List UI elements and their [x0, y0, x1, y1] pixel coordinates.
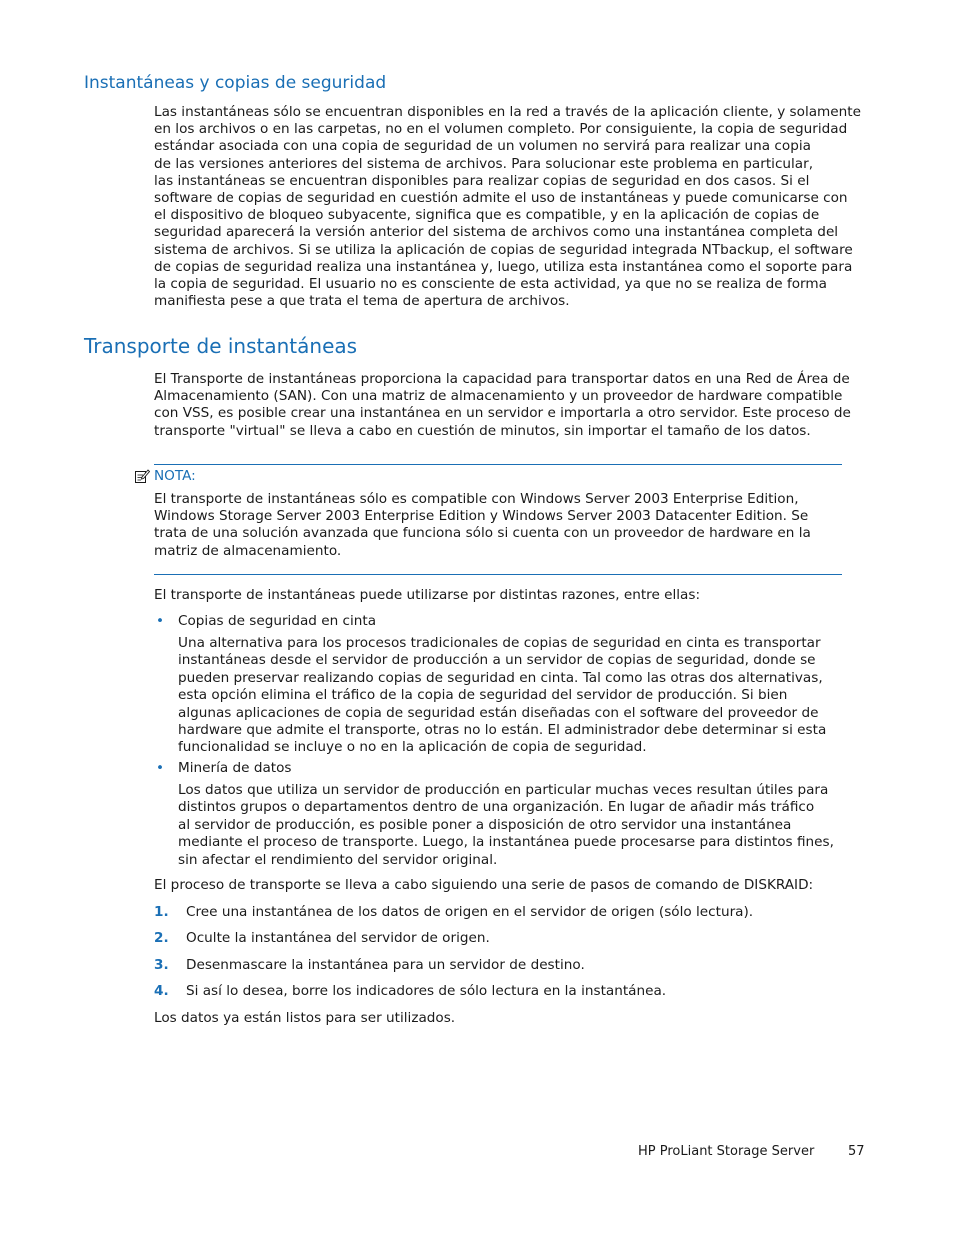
text-line: matriz de almacenamiento.	[154, 542, 342, 559]
text-line: distintos grupos o departamentos dentro de una organización. En lugar de añadir más tráfico	[178, 799, 815, 816]
note-label: NOTA:	[154, 468, 196, 484]
text-line: El Transporte de instantáneas proporciona la capacidad para transportar datos en una Red de Área de	[154, 371, 850, 387]
step-number: 3.	[154, 957, 169, 973]
reasons-intro	[154, 587, 856, 604]
text-line: el dispositivo de bloqueo subyacente, significa que es compatible, y en la aplicación de copias de	[154, 207, 820, 224]
section-paragraph-snapshots-backup	[154, 104, 861, 310]
text-line: mediante el proceso de transporte. Luego, la instantánea puede procesarse para distintos fines,	[178, 834, 834, 851]
text-line: Los datos ya están listos para ser utilizados.	[154, 1010, 456, 1026]
step-number: 4.	[154, 983, 169, 999]
text-line: la copia de seguridad. El usuario no es consciente de esta actividad, ya que no se realiza de forma	[154, 276, 827, 293]
text-line: estándar asociada con una copia de seguridad de un volumen no servirá para realizar una copia	[154, 138, 811, 155]
bullet-title-tape-backup: Copias de seguridad en cinta	[178, 613, 377, 629]
text-line: sin afectar el rendimiento del servidor original.	[178, 851, 498, 868]
step-number: 2.	[154, 930, 169, 946]
text-line: El proceso de transporte se lleva a cabo siguiendo una serie de pasos de comando de DISKRAID:	[154, 877, 814, 893]
closing-paragraph	[154, 1010, 856, 1027]
text-line: Las instantáneas sólo se encuentran disponibles en la red a través de la aplicación cliente, y solamente	[154, 104, 861, 120]
section-heading-snapshot-transport: Transporte de instantáneas	[84, 334, 358, 358]
step-text: Desenmascare la instantánea para un servidor de destino.	[186, 957, 585, 973]
note-top-rule	[154, 464, 842, 465]
text-line: instantáneas desde el servidor de producción a un servidor de copias de seguridad, donde se	[178, 652, 816, 669]
step-number: 1.	[154, 904, 169, 920]
steps-intro	[154, 877, 856, 894]
footer-product-title: HP ProLiant Storage Server	[638, 1144, 815, 1159]
text-line: seguridad aparecerá la versión anterior del sistema de archivos como una instantánea completa del	[154, 224, 839, 241]
note-body	[154, 491, 856, 560]
text-line: El transporte de instantáneas puede utilizarse por distintas razones, entre ellas:	[154, 587, 701, 603]
note-header	[134, 466, 196, 486]
text-line: El transporte de instantáneas sólo es compatible con Windows Server 2003 Enterprise Edition,	[154, 491, 799, 507]
bullet-dot: •	[156, 760, 165, 776]
text-line: funcionalidad se incluye o no en la aplicación de copia de seguridad.	[178, 739, 647, 756]
step-text: Si así lo desea, borre los indicadores de sólo lectura en la instantánea.	[186, 983, 667, 999]
section-intro-paragraph	[154, 371, 856, 440]
bullet-dot: •	[156, 613, 165, 629]
bullet-title-data-mining: Minería de datos	[178, 760, 292, 776]
text-line: pueden preservar realizando copias de seguridad en cinta. Tal como las otras dos alternativas,	[178, 669, 823, 686]
text-line: de copias de seguridad realiza una instantánea y, luego, utiliza esta instantánea como el soporte para	[154, 258, 853, 275]
text-line: al servidor de producción, es posible poner a disposición de otro servidor una instantánea	[178, 816, 792, 833]
text-line: Almacenamiento (SAN). Con una matriz de almacenamiento y un proveedor de hardware compatible	[154, 388, 843, 405]
text-line: sistema de archivos. Si se utiliza la aplicación de copias de seguridad integrada NTbackup, el software	[154, 241, 853, 258]
text-line: de las versiones anteriores del sistema de archivos. Para solucionar este problema en particular,	[154, 155, 814, 172]
text-line: algunas aplicaciones de copia de seguridad están diseñadas con el software del proveedor de	[178, 704, 819, 721]
text-line: las instantáneas se encuentran disponibles para realizar copias de seguridad en dos casos. Si el	[154, 172, 810, 189]
text-line: esta opción elimina el tráfico de la copia de seguridad del servidor de producción. Si bien	[178, 687, 788, 704]
text-line: transporte "virtual" se lleva a cabo en cuestión de minutos, sin importar el tamaño de los datos.	[154, 422, 811, 439]
text-line: hardware que admite el transporte, otras no lo están. El administrador debe determinar si esta	[178, 722, 827, 739]
bullet-body-tape-backup	[178, 635, 858, 757]
bullet-body-data-mining	[178, 782, 858, 869]
note-bottom-rule	[154, 574, 842, 575]
note-pencil-icon	[134, 468, 150, 484]
text-line: software de copias de seguridad en cuestión admite el uso de instantáneas y puede comunicarse con	[154, 190, 848, 207]
text-line: Windows Storage Server 2003 Enterprise Edition y Windows Server 2003 Datacenter Edition. Se	[154, 508, 809, 525]
text-line: Los datos que utiliza un servidor de producción en particular muchas veces resultan útiles para	[178, 782, 829, 798]
step-text: Cree una instantánea de los datos de origen en el servidor de origen (sólo lectura).	[186, 904, 754, 920]
section-heading-snapshots-backup: Instantáneas y copias de seguridad	[84, 73, 387, 93]
step-text: Oculte la instantánea del servidor de origen.	[186, 930, 490, 946]
text-line: en los archivos o en las carpetas, no en el volumen completo. Por consiguiente, la copia de seguridad	[154, 121, 848, 138]
footer-page-number: 57	[848, 1144, 865, 1159]
text-line: trata de una solución avanzada que funciona sólo si cuenta con un proveedor de hardware en la	[154, 525, 811, 542]
text-line: con VSS, es posible crear una instantánea en un servidor e importarla a otro servidor. Este proceso de	[154, 405, 851, 422]
text-line: manifiesta pese a que trata el tema de apertura de archivos.	[154, 293, 570, 310]
text-line: Una alternativa para los procesos tradicionales de copias de seguridad en cinta es transportar	[178, 635, 821, 651]
